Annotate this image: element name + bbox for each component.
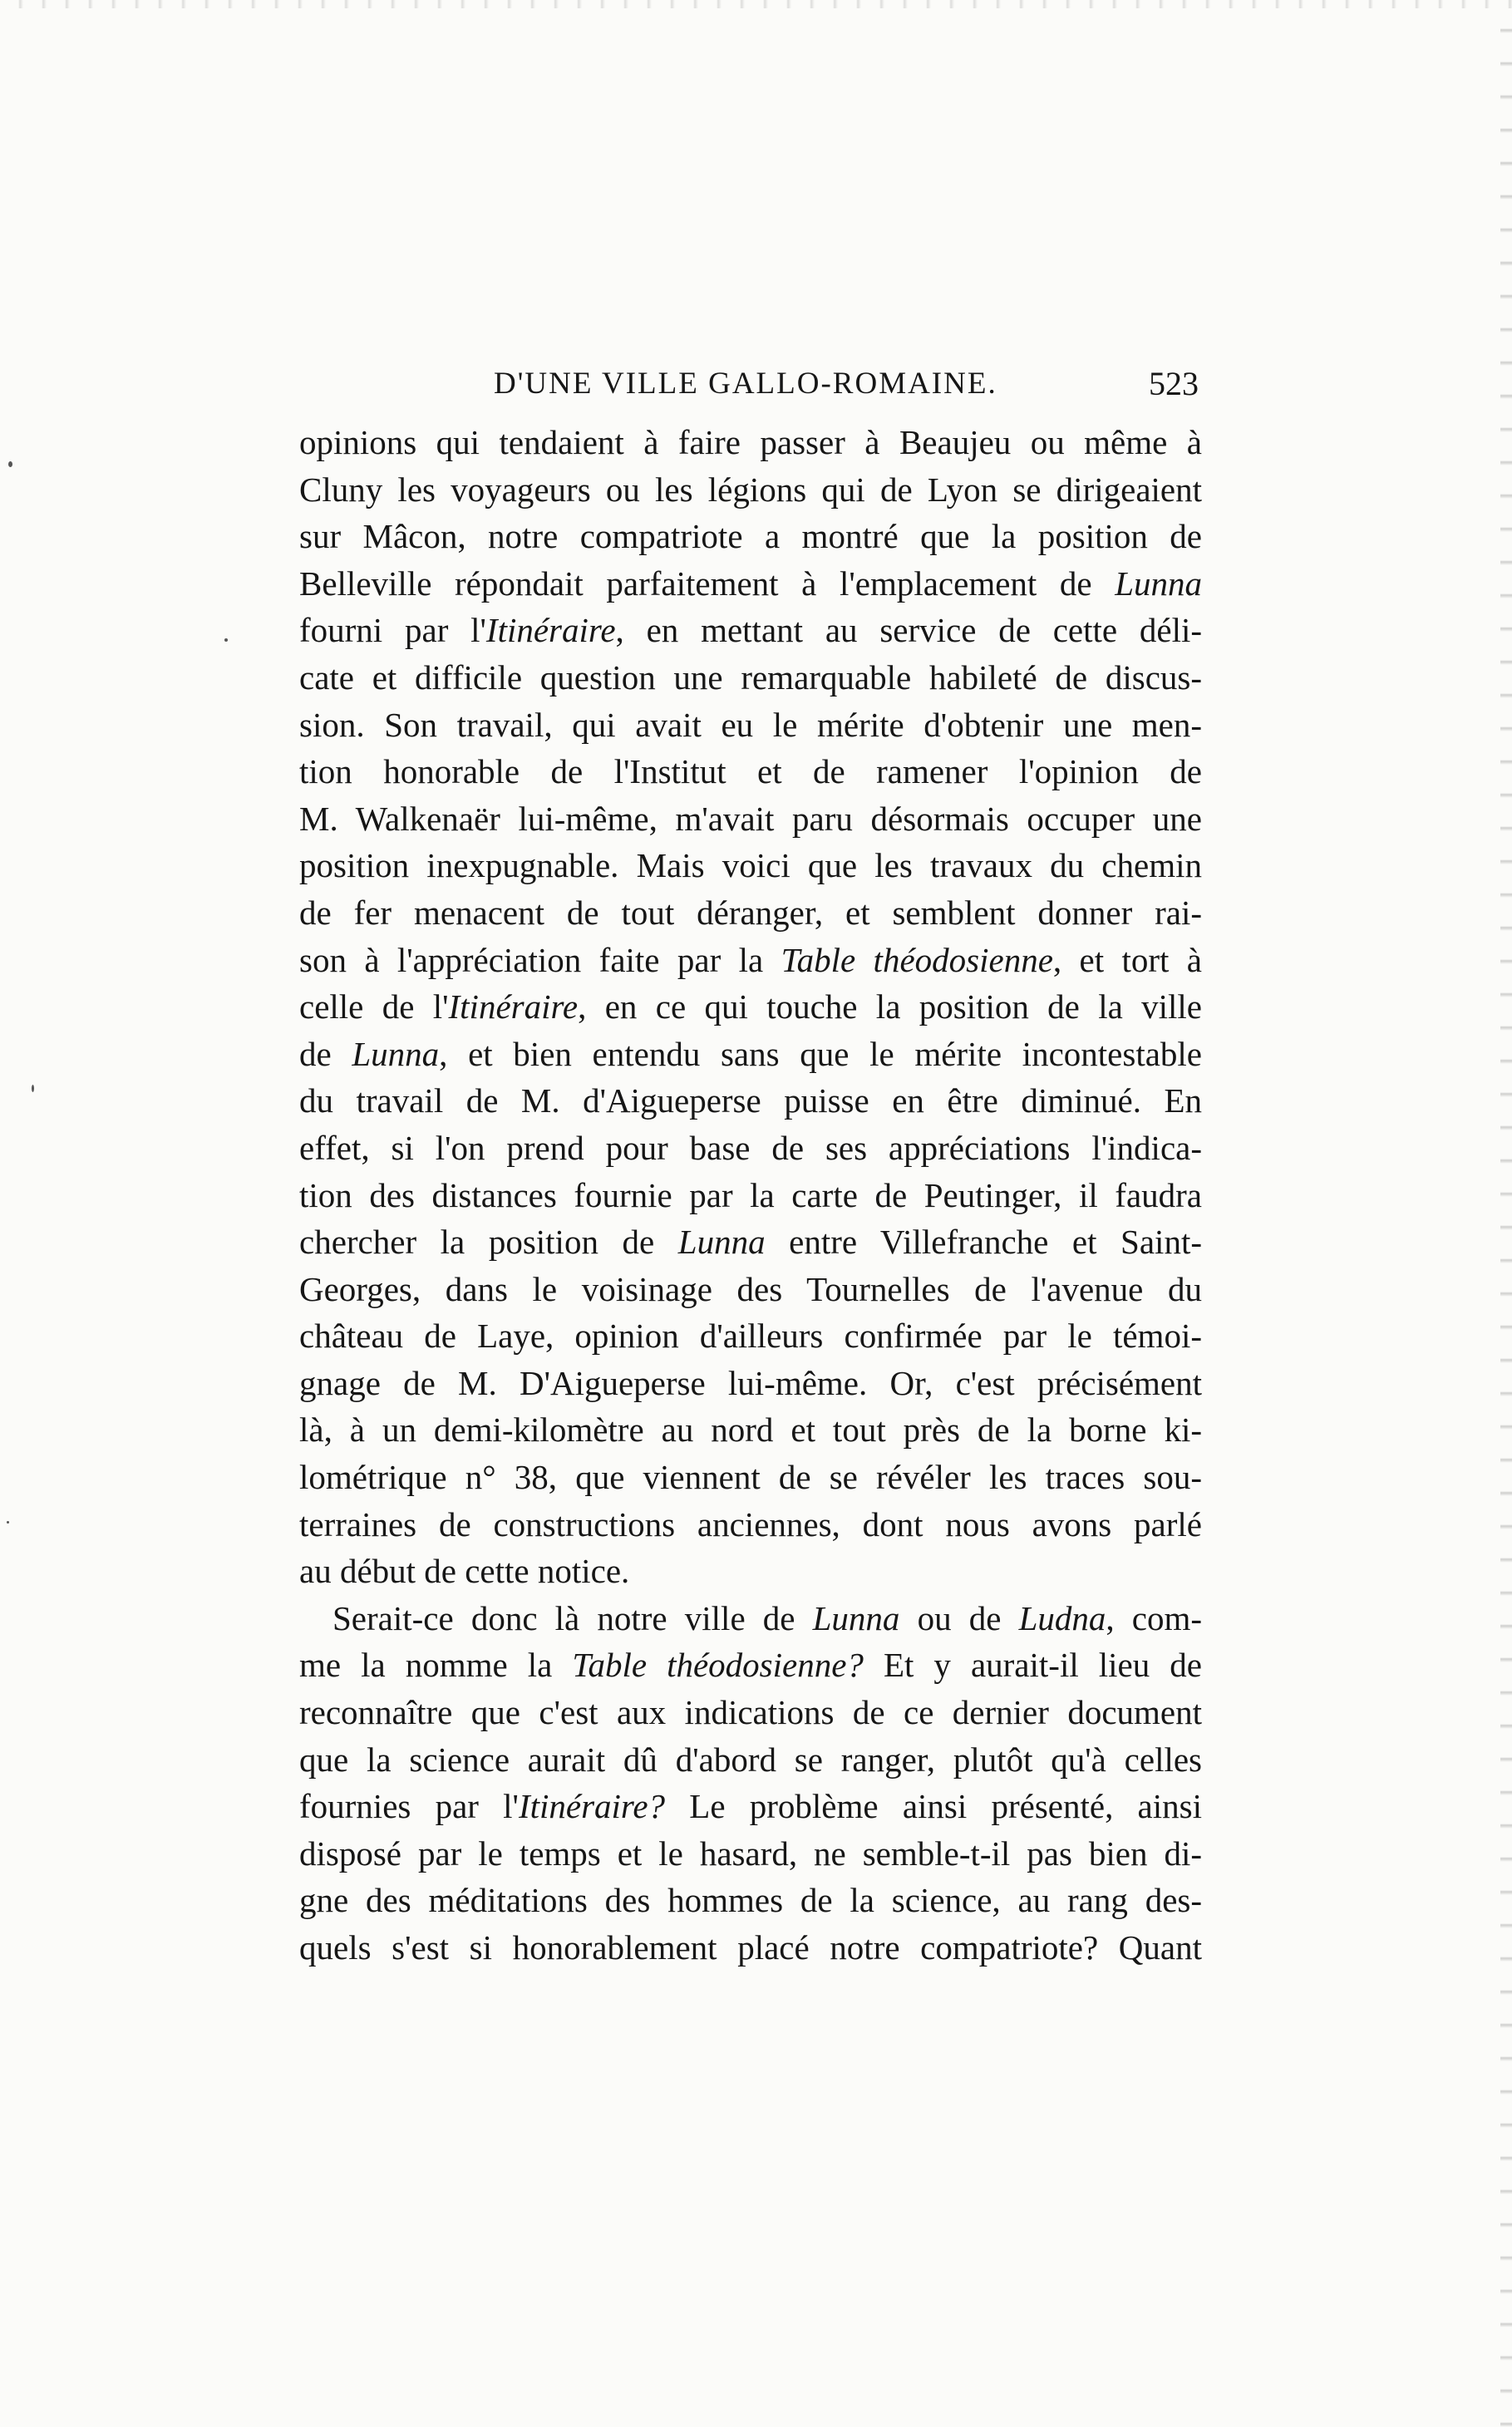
text-line: M. Walkenaër lui-même, m'avait paru désormais occuper une: [299, 799, 1202, 838]
text-line: effet, si l'on prend pour base de ses appréciations l'indica-: [299, 1128, 1202, 1167]
italic-term: Table théodosienne: [781, 940, 1053, 979]
text-line: reconnaître que c'est aux indications de ce dernier document: [299, 1693, 1202, 1732]
scan-speck: [8, 461, 12, 467]
italic-term: Lunna: [677, 1223, 766, 1262]
text-line: Serait-ce donc là notre ville de Lunna ou de Ludna, com-: [332, 1598, 1203, 1637]
text-line: du travail de M. d'Aigueperse puisse en être diminué. En: [299, 1081, 1202, 1120]
italic-term: Lunna: [1115, 564, 1202, 603]
text-line: de fer menacent de tout déranger, et semblent donner rai-: [299, 893, 1202, 932]
text-line: cate et difficile question une remarquable habileté de discus-: [299, 657, 1202, 697]
text-line: au début de cette notice.: [299, 1552, 630, 1591]
text-line: opinions qui tendaient à faire passer à Beaujeu ou même à: [299, 423, 1202, 461]
text-line: tion honorable de l'Institut et de ramener l'opinion de: [299, 752, 1202, 791]
scan-speck: [32, 1085, 34, 1092]
running-title: D'UNE VILLE GALLO-ROMAINE.: [494, 367, 997, 401]
text-line: position inexpugnable. Mais voici que les travaux du chemin: [299, 846, 1202, 885]
text-line: quels s'est si honorablement placé notre compatriote? Quant: [299, 1928, 1202, 1967]
text-line: chercher la position de Lunna entre Villefranche et Saint-: [299, 1223, 1202, 1262]
italic-term: Itinéraire: [485, 611, 616, 650]
body-text: [299, 419, 1202, 1972]
scan-right-edge: [1500, 0, 1512, 2427]
italic-term: Lunna: [352, 1034, 440, 1073]
text-line: lométrique n° 38, que viennent de se révéler les traces sou-: [299, 1458, 1202, 1497]
text-line: Belleville répondait parfaitement à l'emplacement de Lunna: [299, 564, 1202, 603]
text-line: fournies par l'Itinéraire? Le problème ainsi présenté, ainsi: [299, 1787, 1202, 1826]
text-line: terraines de constructions anciennes, dont nous avons parlé: [299, 1504, 1202, 1543]
text-line: sur Mâcon, notre compatriote a montré que la position de: [299, 517, 1202, 556]
scan-top-edge: [0, 0, 1512, 8]
text-line: son à l'appréciation faite par la Table théodosienne, et tort à: [299, 940, 1202, 979]
text-line: de Lunna, et bien entendu sans que le mérite incontestable: [299, 1034, 1202, 1073]
text-line: Georges, dans le voisinage des Tournelles de l'avenue du: [299, 1269, 1202, 1308]
italic-term: Ludna: [1018, 1598, 1106, 1637]
text-line: fourni par l'Itinéraire, en mettant au service de cette déli-: [299, 611, 1203, 650]
text-line: disposé par le temps et le hasard, ne semble-t-il pas bien di-: [299, 1834, 1202, 1873]
text-line: celle de l'Itinéraire, en ce qui touche la position de la ville: [299, 987, 1202, 1026]
italic-term: Itinéraire: [448, 987, 579, 1026]
text-line: Cluny les voyageurs ou les légions qui de Lyon se dirigeaient: [299, 470, 1202, 509]
scan-speck: [7, 1521, 9, 1524]
italic-term: Itinéraire?: [518, 1787, 666, 1826]
italic-term: Lunna: [812, 1598, 900, 1637]
italic-term: Table théodosienne?: [572, 1646, 864, 1685]
text-line: tion des distances fournie par la carte de Peutinger, il faudra: [299, 1175, 1202, 1214]
scan-speck: [224, 638, 228, 642]
page-number: 523: [1149, 365, 1199, 402]
text-line: là, à un demi-kilomètre au nord et tout près de la borne ki-: [299, 1410, 1202, 1450]
running-header: [301, 359, 1199, 409]
text-line: sion. Son travail, qui avait eu le mérite d'obtenir une men-: [299, 705, 1202, 744]
text-line: me la nomme la Table théodosienne? Et y aurait-il lieu de: [299, 1646, 1202, 1685]
text-line: château de Laye, opinion d'ailleurs confirmée par le témoi-: [299, 1317, 1202, 1356]
text-line: gne des méditations des hommes de la science, au rang des-: [299, 1881, 1202, 1920]
text-line: gnage de M. D'Aigueperse lui-même. Or, c'est précisément: [299, 1363, 1202, 1402]
text-line: que la science aurait dû d'abord se ranger, plutôt qu'à celles: [299, 1740, 1202, 1779]
